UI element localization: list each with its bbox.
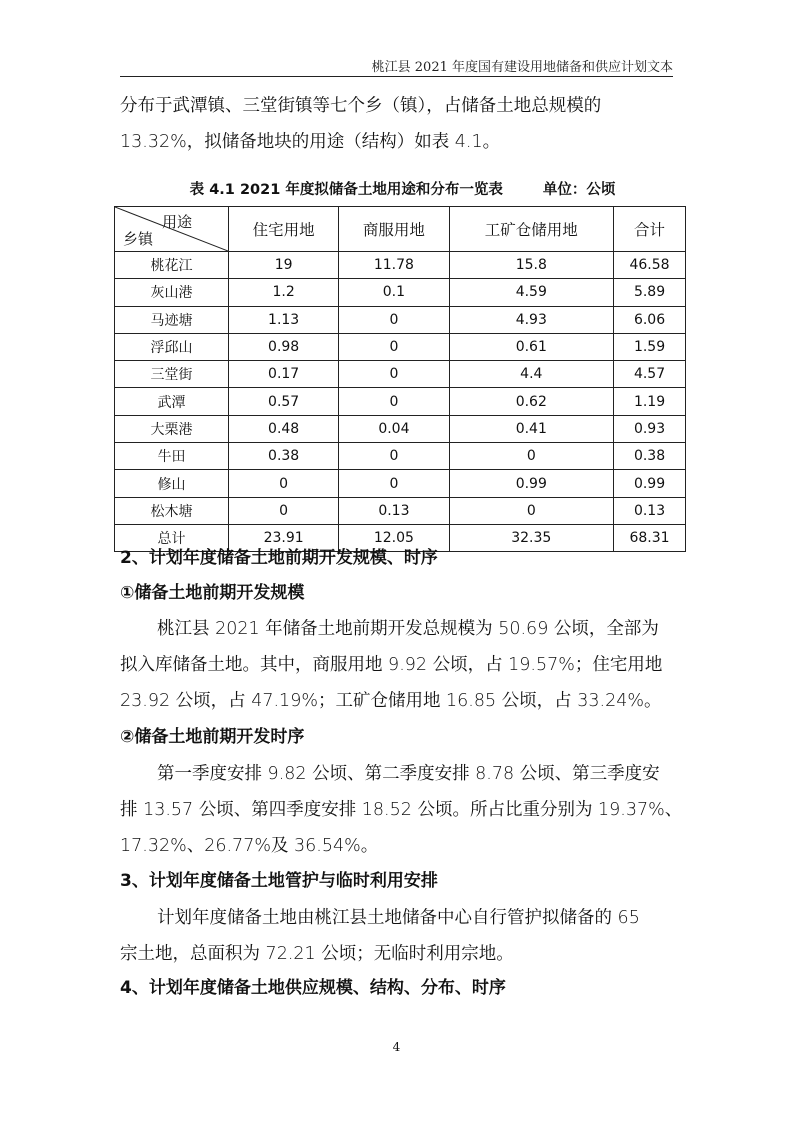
industrial-cell: 0.41 xyxy=(449,415,614,442)
residential-cell: 0.38 xyxy=(229,443,339,470)
industrial-cell: 4.59 xyxy=(449,279,614,306)
industrial-cell: 0.61 xyxy=(449,333,614,360)
town-cell: 总计 xyxy=(115,524,229,551)
section3-paragraph xyxy=(120,900,722,972)
residential-cell: 23.91 xyxy=(229,524,339,551)
residential-cell: 19 xyxy=(229,252,339,279)
section2-heading: 2、计划年度储备土地前期开发规模、时序 xyxy=(120,548,438,568)
header-rule xyxy=(120,76,673,77)
town-cell: 浮邱山 xyxy=(115,333,229,360)
total-cell: 4.57 xyxy=(614,361,686,388)
column-header: 商服用地 xyxy=(339,207,449,252)
residential-cell: 0 xyxy=(229,470,339,497)
land-reserve-table xyxy=(114,206,686,552)
section2-sub1-heading: ①储备土地前期开发规模 xyxy=(120,583,305,603)
residential-cell: 0.57 xyxy=(229,388,339,415)
paragraph-line: 23.92 公顷，占 47.19%；工矿仓储用地 16.85 公顷，占 33.24%。 xyxy=(120,691,662,711)
commercial-cell: 0 xyxy=(339,388,449,415)
section2-sub1-paragraph xyxy=(120,611,722,719)
town-cell: 马迹塘 xyxy=(115,306,229,333)
commercial-cell: 12.05 xyxy=(339,524,449,551)
industrial-cell: 4.93 xyxy=(449,306,614,333)
page-number: 4 xyxy=(392,1040,401,1054)
intro-paragraph xyxy=(120,88,685,160)
residential-cell: 1.2 xyxy=(229,279,339,306)
industrial-cell: 32.35 xyxy=(449,524,614,551)
paragraph-line: 排 13.57 公顷、第四季度安排 18.52 公顷。所占比重分别为 19.37%、 xyxy=(120,800,683,820)
table-row xyxy=(115,470,686,497)
table-row xyxy=(115,306,686,333)
residential-cell: 0.98 xyxy=(229,333,339,360)
residential-cell: 0.17 xyxy=(229,361,339,388)
section3-heading: 3、计划年度储备土地管护与临时利用安排 xyxy=(120,871,438,891)
commercial-cell: 0 xyxy=(339,470,449,497)
paragraph-line: 宗土地，总面积为 72.21 公顷；无临时利用宗地。 xyxy=(120,944,514,964)
table-row xyxy=(115,415,686,442)
column-header: 住宅用地 xyxy=(229,207,339,252)
total-cell: 0.93 xyxy=(614,415,686,442)
total-cell: 68.31 xyxy=(614,524,686,551)
total-cell: 5.89 xyxy=(614,279,686,306)
table-row xyxy=(115,361,686,388)
commercial-cell: 0.1 xyxy=(339,279,449,306)
table-row xyxy=(115,388,686,415)
paragraph-line: 拟入库储备土地。其中，商服用地 9.92 公顷，占 19.57%；住宅用地 xyxy=(120,655,663,675)
section2-sub2-paragraph xyxy=(120,756,722,864)
industrial-cell: 15.8 xyxy=(449,252,614,279)
table-row xyxy=(115,443,686,470)
industrial-cell: 0 xyxy=(449,497,614,524)
industrial-cell: 0.62 xyxy=(449,388,614,415)
town-cell: 桃花江 xyxy=(115,252,229,279)
table-unit: 单位：公顷 xyxy=(542,182,616,198)
commercial-cell: 0 xyxy=(339,333,449,360)
table-title: 表 4.1 2021 年度拟储备土地用途和分布一览表 xyxy=(189,182,503,198)
running-header: 桃江县 2021 年度国有建设用地储备和供应计划文本 xyxy=(371,60,673,75)
industrial-cell: 4.4 xyxy=(449,361,614,388)
table-row xyxy=(115,497,686,524)
residential-cell: 0.48 xyxy=(229,415,339,442)
industrial-cell: 0.99 xyxy=(449,470,614,497)
corner-label-town: 乡镇 xyxy=(123,230,154,248)
total-cell: 1.19 xyxy=(614,388,686,415)
town-cell: 三堂街 xyxy=(115,361,229,388)
town-cell: 松木塘 xyxy=(115,497,229,524)
town-cell: 牛田 xyxy=(115,443,229,470)
column-header: 工矿仓储用地 xyxy=(449,207,614,252)
table-row xyxy=(115,333,686,360)
commercial-cell: 0.04 xyxy=(339,415,449,442)
commercial-cell: 0.13 xyxy=(339,497,449,524)
table-header-row xyxy=(115,207,686,252)
commercial-cell: 0 xyxy=(339,443,449,470)
paragraph-line: 第一季度安排 9.82 公顷、第二季度安排 8.78 公顷、第三季度安 xyxy=(157,764,660,784)
intro-line: 13.32%，拟储备地块的用途（结构）如表 4.1。 xyxy=(120,132,501,152)
section2-sub2-heading: ②储备土地前期开发时序 xyxy=(120,727,305,747)
total-cell: 0.13 xyxy=(614,497,686,524)
residential-cell: 0 xyxy=(229,497,339,524)
commercial-cell: 0 xyxy=(339,306,449,333)
table-caption xyxy=(120,178,685,199)
town-cell: 武潭 xyxy=(115,388,229,415)
total-cell: 46.58 xyxy=(614,252,686,279)
column-header: 合计 xyxy=(614,207,686,252)
total-cell: 6.06 xyxy=(614,306,686,333)
commercial-cell: 11.78 xyxy=(339,252,449,279)
town-cell: 灰山港 xyxy=(115,279,229,306)
residential-cell: 1.13 xyxy=(229,306,339,333)
total-cell: 1.59 xyxy=(614,333,686,360)
town-cell: 修山 xyxy=(115,470,229,497)
section4-heading: 4、计划年度储备土地供应规模、结构、分布、时序 xyxy=(120,978,506,998)
corner-header-cell xyxy=(115,207,229,252)
industrial-cell: 0 xyxy=(449,443,614,470)
table-row xyxy=(115,279,686,306)
paragraph-line: 桃江县 2021 年储备土地前期开发总规模为 50.69 公顷，全部为 xyxy=(157,619,659,639)
corner-label-usage: 用途 xyxy=(161,213,192,231)
town-cell: 大栗港 xyxy=(115,415,229,442)
paragraph-line: 计划年度储备土地由桃江县土地储备中心自行管护拟储备的 65 xyxy=(157,908,640,928)
total-cell: 0.99 xyxy=(614,470,686,497)
intro-line: 分布于武潭镇、三堂街镇等七个乡（镇），占储备土地总规模的 xyxy=(120,96,602,116)
paragraph-line: 17.32%、26.77%及 36.54%。 xyxy=(120,836,379,856)
commercial-cell: 0 xyxy=(339,361,449,388)
total-cell: 0.38 xyxy=(614,443,686,470)
table-row xyxy=(115,252,686,279)
